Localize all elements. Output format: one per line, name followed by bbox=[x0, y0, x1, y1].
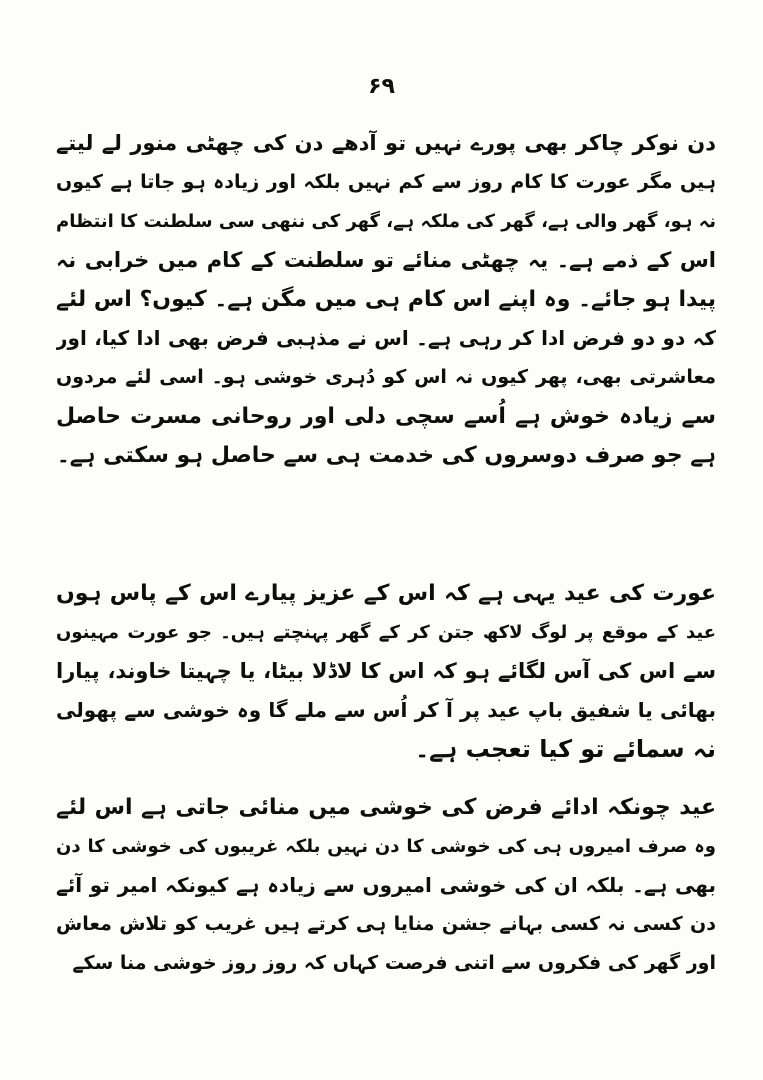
paragraph-line: بھائی یا شفیق باپ عید پر آ کر اُس سے ملے گا وہ خوشی سے پھولی bbox=[56, 698, 716, 722]
paragraph-line: پیدا ہو جائے۔ وہ اپنے اس کام ہی میں مگن ہے۔ کیوں؟ اس لئے bbox=[56, 287, 716, 312]
paragraph-line: عید چونکہ ادائے فرض کی خوشی میں منائی جاتی ہے اس لئے bbox=[56, 795, 716, 820]
paragraph-1 bbox=[56, 124, 716, 475]
paragraph-line: عید کے موقع پر لوگ لاکھ جتن کر کے گھر پہنچتے ہیں۔ جو عورت مہینوں bbox=[56, 622, 716, 643]
paragraph-2 bbox=[56, 574, 716, 769]
paragraph-line: عورت کی عید یہی ہے کہ اس کے عزیز پیارے اس کے پاس ہوں bbox=[56, 581, 716, 606]
paragraph-line: ہیں مگر عورت کا کام روز سے کم نہیں بلکہ اور زیادہ ہو جاتا ہے کیوں bbox=[56, 171, 716, 193]
page-number: ۶۹ bbox=[368, 74, 395, 99]
paragraph-3 bbox=[56, 788, 716, 983]
paragraph-line: اس کے ذمے ہے۔ یہ چھٹی منائے تو سلطنت کے کام میں خرابی نہ bbox=[56, 248, 716, 272]
paragraph-line: سے زیادہ خوش ہے اُسے سچی دلی اور روحانی مسرت حاصل bbox=[56, 404, 716, 429]
paragraph-line: کہ دو دو فرض ادا کر رہی ہے۔ اس نے مذہبی فرض بھی ادا کیا، اور bbox=[56, 326, 716, 350]
paragraph-line: دن کسی نہ کسی بہانے جشن منایا ہی کرتے ہیں غریب کو تلاش معاش bbox=[56, 913, 716, 935]
paragraph-line: وہ صرف امیروں ہی کی خوشی کا دن نہیں بلکہ غریبوں کی خوشی کا دن bbox=[56, 836, 716, 857]
paragraph-line: دن نوکر چاکر بھی پورے نہیں تو آدھے دن کی چھٹی منور لے لیتے bbox=[56, 131, 716, 155]
paragraph-line: نہ ہو، گھر والی ہے، گھر کی ملکہ ہے، گھر کی ننھی سی سلطنت کا انتظام bbox=[56, 211, 716, 232]
paragraph-line: نہ سمائے تو کیا تعجب ہے۔ bbox=[415, 735, 716, 763]
paragraph-line: سے اس کی آس لگائے ہو کہ اس کا لاڈلا بیٹا، یا چہیتا خاوند، پیارا bbox=[56, 659, 716, 683]
paragraph-line: معاشرتی بھی، پھر کیوں نہ اس کو دُہری خوشی ہو۔ اسی لئے مردوں bbox=[56, 366, 716, 388]
paragraph-line: اور گھر کی فکروں سے اتنی فرصت کہاں کہ روز روز خوشی منا سکے bbox=[72, 952, 716, 974]
paragraph-line: ہے جو صرف دوسروں کی خدمت ہی سے حاصل ہو سکتی ہے۔ bbox=[56, 443, 716, 468]
paragraph-line: بھی ہے۔ بلکہ ان کی خوشی امیروں سے زیادہ ہے کیونکہ امیر تو آئے bbox=[56, 873, 716, 897]
